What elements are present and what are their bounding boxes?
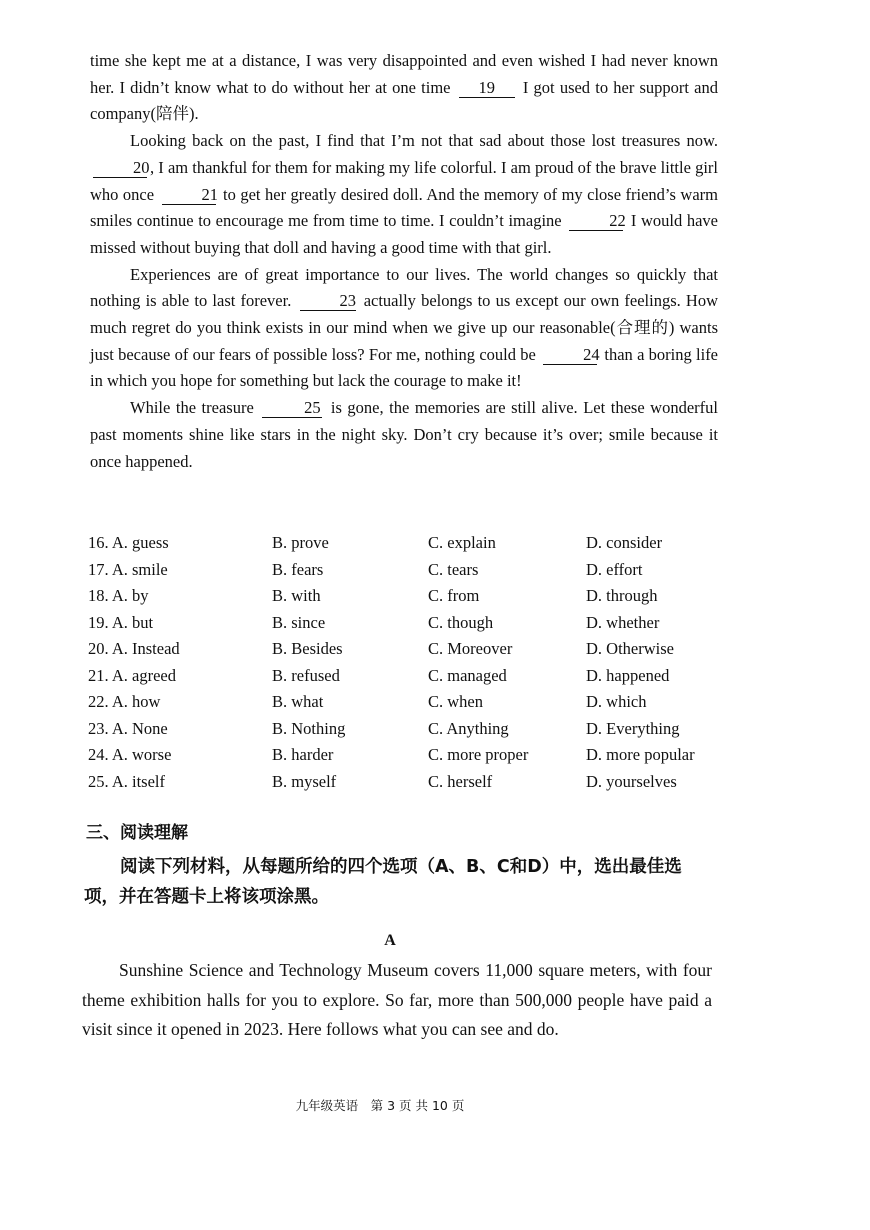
option-a: 16. A. guess — [88, 533, 169, 552]
option-row-24 — [88, 742, 728, 769]
article-paragraph: Sunshine Science and Technology Museum covers 11,000 square meters, with four theme exhibition halls for you to explore. So far, more than 500,000 people have paid a visit since it opened in 2023. Here follows what you can see and do. — [82, 960, 712, 1039]
option-d: D. yourselves — [586, 771, 677, 791]
option-row-19 — [88, 610, 728, 637]
option-c: C. from — [428, 586, 480, 605]
instructions-line-2: 项，并在答题卡上将该项涂黑。 — [84, 887, 329, 907]
option-b: B. prove — [272, 533, 329, 552]
instructions — [84, 852, 724, 912]
option-row-23 — [88, 716, 728, 743]
option-row-22 — [88, 689, 728, 716]
option-c: C. Moreover — [428, 639, 513, 658]
option-d: D. whether — [586, 612, 660, 632]
page-footer: 九年级英语 第 3 页 共 10 页 — [295, 1098, 465, 1113]
option-b: B. with — [272, 586, 321, 605]
blank-22: 22 — [569, 212, 623, 231]
option-d: D. Otherwise — [586, 639, 674, 658]
paragraph-3: Experiences are of great importance to our lives. The world changes so quickly that nothing is able to last forever. 23 actually belongs to us except our own feelings. How much regret do you think exists in our mind when we give up our reasonable(合理的) wants just because of our fears of possible loss? For me, nothing could be 24 than a boring life in which you hope for something but lack the courage to make it! — [90, 264, 719, 391]
option-a: 23. A. None — [88, 718, 168, 738]
option-row-16 — [88, 530, 728, 557]
option-c: C. tears — [428, 559, 479, 579]
option-b: B. Nothing — [272, 718, 346, 738]
option-a: 17. A. smile — [88, 559, 168, 579]
option-b: B. Besides — [272, 639, 343, 658]
option-row-25 — [88, 769, 728, 796]
option-a: 25. A. itself — [88, 771, 165, 791]
option-d: D. happened — [586, 665, 670, 685]
section-heading: 三、阅读理解 — [86, 823, 188, 843]
option-c: C. when — [428, 692, 483, 711]
option-d: D. Everything — [586, 718, 680, 738]
option-row-21 — [88, 663, 728, 690]
option-b: B. harder — [272, 745, 334, 764]
blank-20: 20 — [93, 159, 147, 178]
option-d: D. which — [586, 692, 647, 711]
paragraph-4: While the treasure 25 is gone, the memories are still alive. Let these wonderful past moments shine like stars in the night sky. Don’t cry because it’s over; smile because it once happened. — [90, 398, 718, 471]
option-a: 21. A. agreed — [88, 665, 176, 685]
option-d: D. effort — [586, 559, 643, 579]
option-a: 20. A. Instead — [88, 639, 180, 658]
answer-options — [88, 530, 728, 795]
option-c: C. though — [428, 612, 494, 632]
option-d: D. consider — [586, 533, 663, 552]
option-c: C. more proper — [428, 745, 529, 764]
blank-23: 23 — [300, 292, 356, 311]
option-a: 24. A. worse — [88, 745, 172, 764]
option-a: 19. A. but — [88, 612, 154, 632]
option-d: D. more popular — [586, 745, 695, 764]
cloze-passage — [90, 48, 718, 475]
option-b: B. myself — [272, 771, 337, 791]
option-b: B. since — [272, 612, 326, 632]
option-a: 22. A. how — [88, 692, 161, 711]
instructions-line-1: 阅读下列材料，从每题所给的四个选项（A、B、C和D）中，选出最佳选 — [120, 857, 682, 877]
option-b: B. refused — [272, 665, 340, 685]
option-d: D. through — [586, 586, 658, 605]
reading-article — [82, 956, 712, 1045]
option-row-20 — [88, 636, 728, 663]
option-b: B. fears — [272, 559, 324, 579]
option-c: C. Anything — [428, 718, 509, 738]
option-c: C. herself — [428, 771, 493, 791]
option-b: B. what — [272, 692, 324, 711]
option-row-17 — [88, 557, 728, 584]
option-c: C. explain — [428, 533, 496, 552]
blank-25: 25 — [262, 399, 322, 418]
blank-19: 19 — [459, 79, 515, 98]
paragraph-1: time she kept me at a distance, I was very disappointed and even wished I had never known her. I didn’t know what to do without her at one time 19 I got used to her support and company(陪伴). — [90, 51, 719, 124]
blank-24: 24 — [543, 346, 597, 365]
blank-21: 21 — [162, 186, 216, 205]
option-a: 18. A. by — [88, 586, 149, 605]
option-row-18 — [88, 583, 728, 610]
option-c: C. managed — [428, 665, 507, 685]
part-label: A — [384, 932, 396, 949]
paragraph-2: Looking back on the past, I find that I’m not that sad about those lost treasures now. 20, I am thankful for them for making my life colorful. I am proud of the brave little girl who once 21 to get her greatly desired doll. And the memory of my close friend’s warm smiles continue to encourage me from time to time. I couldn’t imagine 22 I would have missed without buying that doll and having a good time with that girl. — [90, 131, 718, 257]
